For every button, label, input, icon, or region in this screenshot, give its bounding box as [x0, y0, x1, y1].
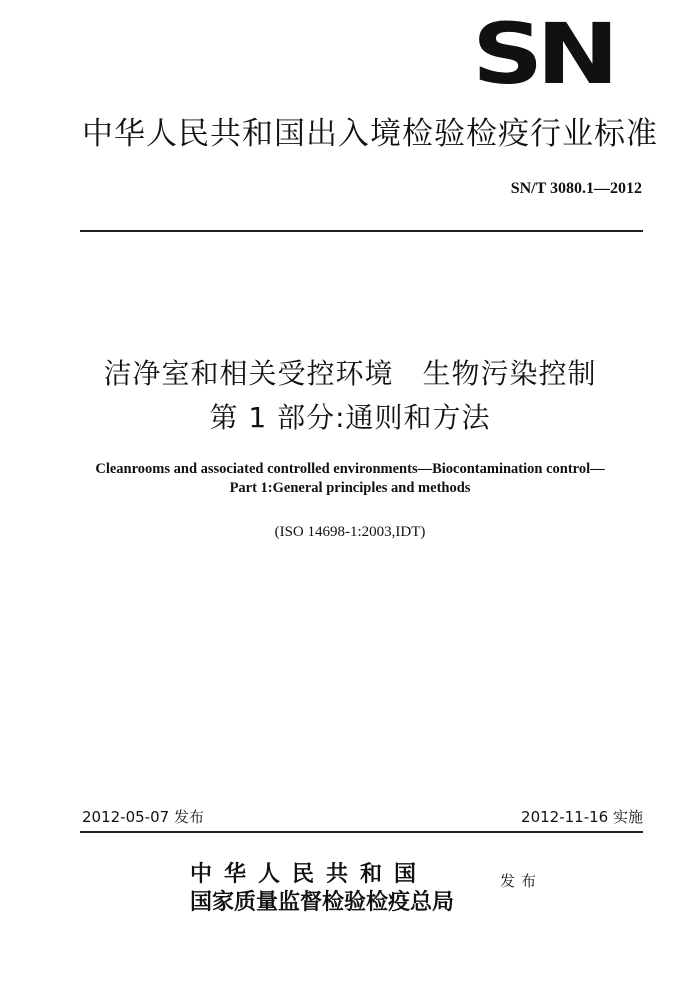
effective-date: 2012-11-16 实施 [521, 808, 643, 826]
issuer-line1: 中华人民共和国 [190, 861, 429, 887]
issuer-line2: 国家质量监督检验检疫总局 [190, 889, 455, 915]
title-cn-line2: 第 1 部分:通则和方法 [209, 401, 491, 434]
issuer-block [190, 860, 490, 916]
title-en-line1: Cleanrooms and associated controlled environments—Biocontamination control— [95, 461, 605, 477]
standard-code: SN/T 3080.1—2012 [510, 180, 642, 197]
title-cn-line1: 洁净室和相关受控环境 生物污染控制 [103, 357, 597, 390]
issuer-action: 发布 [500, 872, 543, 890]
title-en-line2: Part 1:General principles and methods [229, 480, 471, 496]
issue-date: 2012-05-07 发布 [82, 808, 204, 826]
sn-logo: SN [472, 5, 613, 103]
top-divider [80, 230, 643, 232]
standard-type-header: 中华人民共和国出入境检验检疫行业标准 [82, 116, 658, 152]
iso-reference: (ISO 14698-1:2003,IDT) [274, 524, 426, 540]
bottom-divider [80, 831, 643, 833]
